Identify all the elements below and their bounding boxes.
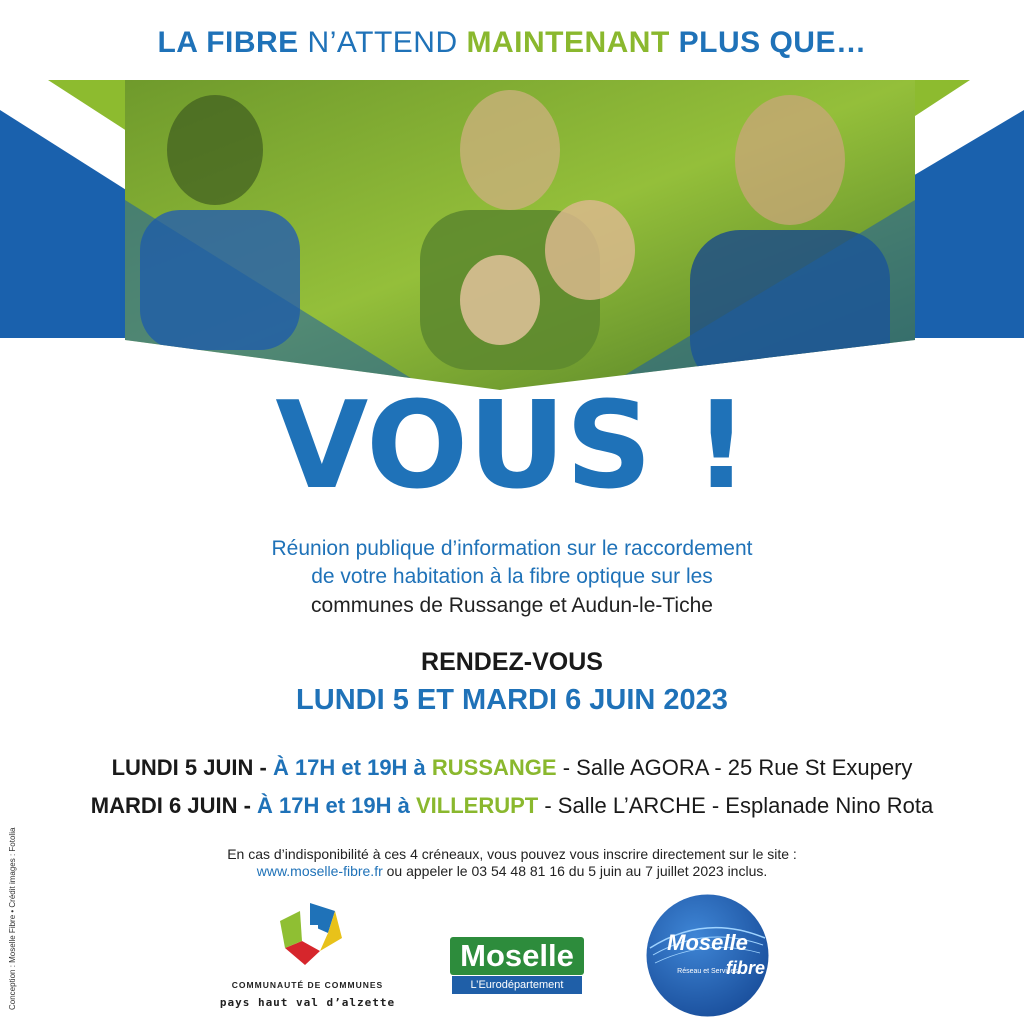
moselle-fibre-fibre: fibre — [725, 958, 765, 978]
headline — [0, 26, 1024, 60]
headline-part-4: PLUS QUE… — [669, 26, 867, 59]
banner-photo — [0, 80, 1024, 390]
intro-line-1: Réunion publique d’information sur le raccordement — [271, 537, 753, 560]
rendezvous-dates: LUNDI 5 ET MARDI 6 JUIN 2023 — [296, 684, 728, 716]
photo-block — [125, 80, 915, 390]
cc-name-line-1: COMMUNAUTÉ DE COMMUNES — [231, 980, 384, 990]
note-line-2-rest: ou appeler le 03 54 48 81 16 du 5 juin au 7 juillet 2023 inclus. — [382, 863, 768, 879]
note-line-1: En cas d’indisponibilité à ces 4 créneaux, vous pouvez vous inscrire directement sur le site : — [227, 846, 797, 862]
credit-text: Conception : Moselle Fibre • Crédit images : Fotolia — [8, 827, 17, 1010]
headline-part-1: LA FIBRE — [157, 26, 299, 59]
headline-part-3: MAINTENANT — [466, 26, 670, 59]
intro-line-3: communes de Russange et Audun-le-Tiche — [311, 594, 713, 617]
session-1 — [0, 755, 1024, 781]
session-1-place: - Salle AGORA - 25 Rue St Exupery — [556, 755, 913, 780]
vous-title — [0, 382, 1024, 522]
session-1-time: À 17H et 19H à — [272, 755, 432, 780]
session-2 — [0, 793, 1024, 819]
moselle-logo-subtitle: L’Eurodépartement — [452, 976, 582, 994]
website-link[interactable]: www.moselle-fibre.fr — [256, 863, 383, 879]
vous-text: VOUS ! — [275, 382, 749, 516]
moselle-logo: Moselle — [450, 937, 584, 975]
session-1-day: LUNDI 5 JUIN - — [111, 755, 273, 780]
session-2-day: MARDI 6 JUIN - — [90, 793, 258, 818]
moselle-fibre-subtitle: Réseau et Services — [677, 968, 738, 975]
intro-line-2: de votre habitation à la fibre optique sur les — [311, 565, 713, 588]
rendezvous-label: RENDEZ-VOUS — [421, 648, 603, 676]
headline-part-2: N’ATTEND — [298, 26, 467, 59]
session-2-time: À 17H et 19H à — [257, 793, 416, 818]
session-1-town: RUSSANGE — [431, 755, 557, 780]
session-2-place: - Salle L’ARCHE - Esplanade Nino Rota — [538, 793, 934, 818]
session-2-town: VILLERUPT — [416, 793, 539, 818]
note-line-2 — [0, 863, 1024, 879]
moselle-fibre-name: Moselle — [667, 930, 748, 955]
cc-name-line-2: pays haut val d’alzette — [219, 996, 396, 1009]
